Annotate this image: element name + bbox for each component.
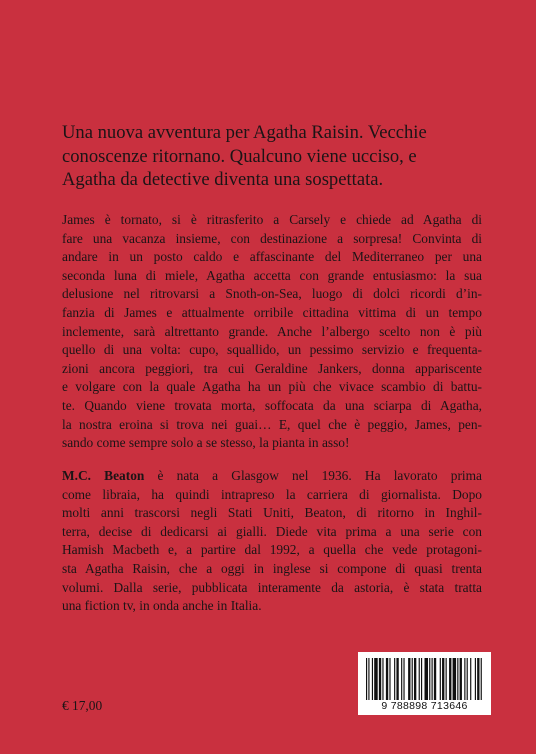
- synopsis-line: fanzia di James e attualmente orribile cittadina vittima di un tempo: [62, 304, 482, 320]
- synopsis-line: andare in un posto caldo e affascinante del Mediterraneo per una: [62, 249, 482, 265]
- synopsis-line: zioni ancora peggiori, tra cui Geraldine Jankers, donna appariscente: [62, 360, 482, 376]
- bio-line: [62, 467, 482, 486]
- price: € 17,00: [62, 698, 103, 713]
- bio-line: Hamish Macbeth e, a partire dal 1992, a quella che vede protagoni-: [62, 542, 482, 558]
- bio-line: terra, decise di dedicarsi ai gialli. Diede vita prima a una serie con: [62, 523, 482, 539]
- bio-line: volumi. Dalla serie, pubblicata interamente da astoria, è stata tratta: [62, 579, 482, 595]
- bio-line: una fiction tv, in onda anche in Italia.: [62, 598, 262, 614]
- synopsis-line: fare una vacanza insieme, con destinazione a sorpresa! Convinta di: [62, 230, 482, 246]
- author-bio: [62, 467, 482, 616]
- barcode-bars-icon: [366, 658, 483, 700]
- isbn-barcode: [358, 652, 491, 715]
- tagline: [62, 121, 512, 192]
- barcode-digits: 9 788898 713646: [381, 700, 468, 712]
- synopsis-line: quello di una volta: cupo, squallido, un pessimo servizio e frequenta-: [62, 342, 482, 358]
- bio-line: sta Agatha Raisin, che a oggi in inglese si compone di quasi trenta: [62, 560, 482, 576]
- synopsis: [62, 211, 482, 453]
- bio-first-line-text: è nata a Glasgow nel 1936. Ha lavorato prima: [144, 468, 482, 483]
- synopsis-line: te. Quando viene trovata morta, soffocata da una sciarpa di Agatha,: [62, 397, 482, 413]
- synopsis-line: la nostra eroina si trova nei guai… E, quel che è peggio, James, pen-: [62, 416, 482, 432]
- bio-line: come libraia, ha quindi intrapreso la carriera di giornalista. Dopo: [62, 486, 482, 502]
- tagline-line: Una nuova avventura per Agatha Raisin. Vecchie: [62, 122, 427, 143]
- synopsis-line: e volgare con la quale Agatha ha un più che vivace scambio di battu-: [62, 379, 482, 395]
- tagline-line: Agatha da detective diventa una sospettata.: [62, 169, 384, 190]
- synopsis-line: seconda luna di miele, Agatha accetta con grande entusiasmo: la sua: [62, 267, 482, 283]
- synopsis-line: James è tornato, si è ritrasferito a Carsely e chiede ad Agatha di: [62, 212, 482, 227]
- synopsis-line: delusione nel ritrovarsi a Snoth-on-Sea, luogo di dolci ricordi d’in-: [62, 286, 482, 302]
- author-name: M.C. Beaton: [62, 468, 145, 483]
- bio-line: molti anni trascorsi negli Stati Uniti, Beaton, di ritorno in Inghil-: [62, 505, 482, 521]
- tagline-line: conoscenze ritornano. Qualcuno viene ucciso, e: [62, 145, 417, 167]
- synopsis-line: inclemente, sarà altrettanto grande. Anche l’albergo scelto non è più: [62, 323, 482, 339]
- synopsis-line: sando come sempre solo a se stesso, la pianta in asso!: [62, 435, 350, 451]
